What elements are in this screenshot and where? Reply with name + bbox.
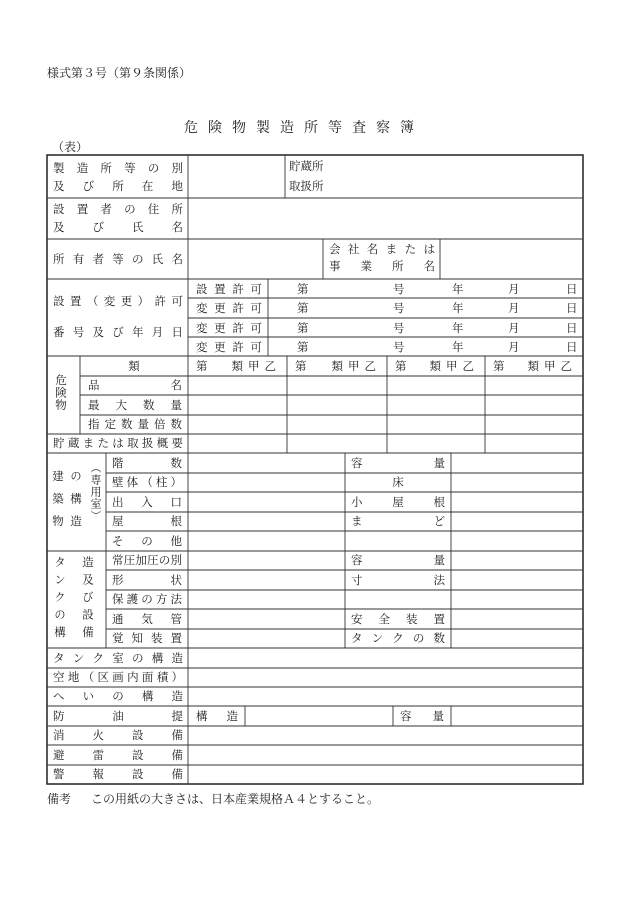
hazmat-class-prefix: 第: [493, 359, 505, 373]
dike-capacity-label: 容 量: [400, 709, 444, 723]
permit-year-label: 年: [452, 340, 464, 354]
permit-day-label: 日: [566, 301, 578, 315]
tank-item-label: 常 圧 加 圧 の 別: [112, 553, 182, 567]
installer-label-2: 及 び 氏 名: [53, 220, 183, 234]
wall-label: へ い の 構 造: [53, 689, 183, 703]
tank-item-label: 通 気 管: [112, 612, 182, 626]
hazmat-group-label: 危険物: [54, 374, 68, 412]
facility-type-label-1: 製 造 所 等 の 別: [53, 161, 183, 175]
permit-year-label: 年: [452, 321, 464, 335]
permit-number-suffix: 号: [393, 301, 405, 315]
permit-number-suffix: 号: [393, 321, 405, 335]
building-right-label: 床: [392, 475, 404, 489]
permit-day-label: 日: [566, 282, 578, 296]
footer-remark: [47, 792, 379, 806]
tank-right-label: タ ン ク の 数: [351, 631, 445, 645]
storage-overview-label: 貯 蔵 ま た は 取 扱 概 要: [53, 436, 183, 450]
hazmat-type-label: 類: [128, 359, 140, 373]
permit-month-label: 月: [508, 301, 520, 315]
building-item-label: 屋 根: [112, 514, 182, 528]
hazmat-mult-label: 指 定 数 量 倍 数: [88, 417, 182, 431]
permit-number-prefix: 第: [297, 301, 309, 315]
hazmat-class-header: [196, 360, 281, 373]
hazmat-name-label: 品 名: [88, 378, 182, 392]
building-item-label: そ の 他: [112, 534, 182, 548]
hazmat-class-suffix: 類甲乙: [527, 359, 577, 373]
building-right-label: 容 量: [351, 456, 445, 470]
permit-number-prefix: 第: [297, 282, 309, 296]
tank-right-label: 容 量: [351, 553, 445, 567]
tank-item-label: 覚 知 装 置: [112, 631, 182, 645]
handling-label: 取扱所: [289, 179, 324, 193]
footer-label: 備考: [47, 792, 72, 806]
permit-label-1: 設 置 （ 変 更 ） 許 可: [53, 294, 183, 308]
building-item-label: 階 数: [112, 456, 182, 470]
document-title: 危険物製造所等査察簿: [184, 120, 424, 136]
permit-number-prefix: 第: [297, 321, 309, 335]
alarm-label: 警 報 設 備: [53, 767, 183, 781]
company-label-1: 会 社 名 ま た は: [329, 242, 435, 256]
building-item-label: 壁 体 （ 柱 ）: [112, 475, 182, 489]
dike-structure-label: 構 造: [196, 709, 238, 723]
building-group-text-b: の構造: [69, 470, 83, 538]
storage-label: 貯蔵所: [289, 159, 324, 173]
facility-type-label-2: 及 び 所 在 地: [53, 179, 183, 193]
tank-group-text-b: 造及び設備: [81, 556, 95, 644]
permit-year-label: 年: [452, 301, 464, 315]
permit-number-prefix: 第: [297, 340, 309, 354]
tank-group-col-1: [50, 556, 70, 644]
building-group-col-1: [49, 470, 67, 538]
hazmat-class-header: [493, 360, 577, 373]
permit-month-label: 月: [508, 340, 520, 354]
hazmat-class-header: [295, 360, 381, 373]
building-group-col-2: [67, 470, 85, 538]
form-number: 様式第３号（第９条関係）: [47, 66, 192, 80]
tank-item-label: 保 護 の 方 法: [112, 592, 182, 606]
hazmat-max-label: 最 大 数 量: [88, 398, 182, 412]
open-space-label: 空 地 （ 区 画 内 面 積 ）: [53, 670, 183, 684]
building-right-label: 小 屋 根: [351, 495, 445, 509]
building-item-label: 出 入 口: [112, 495, 182, 509]
dike-label: 防 油 提: [53, 709, 183, 723]
building-group-text-a: 建築物: [51, 470, 65, 538]
hazmat-class-prefix: 第: [196, 359, 208, 373]
hazmat-class-suffix: 類甲乙: [231, 359, 281, 373]
tank-item-label: 形 状: [112, 573, 182, 587]
footer-text: この用紙の大きさは、日本産業規格Ａ４とすること。: [91, 792, 380, 806]
hazmat-class-suffix: 類甲乙: [331, 359, 381, 373]
tank-group-col-2: [78, 556, 98, 644]
building-right-label: ま ど: [351, 514, 445, 528]
building-group-text-c: （専用室）: [89, 462, 102, 522]
permit-day-label: 日: [566, 340, 578, 354]
tank-right-label: 寸 法: [351, 573, 445, 587]
building-group-col-3: [86, 462, 104, 522]
hazmat-class-suffix: 類甲乙: [429, 359, 479, 373]
tank-group-text-a: タンクの構: [53, 556, 67, 644]
tank-room-label: タ ン ク 室 の 構 造: [53, 651, 183, 665]
permit-type-label: 設 置 許 可: [196, 282, 262, 296]
permit-type-label: 変 更 許 可: [196, 321, 262, 335]
permit-month-label: 月: [508, 282, 520, 296]
owner-label: 所 有 者 等 の 氏 名: [53, 252, 183, 266]
installer-label-1: 設 置 者 の 住 所: [53, 202, 183, 216]
side-label: （表）: [52, 140, 89, 154]
lightning-label: 避 雷 設 備: [53, 748, 183, 762]
company-label-2: 事 業 所 名: [329, 259, 435, 273]
hazmat-class-prefix: 第: [395, 359, 407, 373]
permit-label-2: 番 号 及 び 年 月 日: [53, 325, 183, 339]
permit-type-label: 変 更 許 可: [196, 301, 262, 315]
permit-day-label: 日: [566, 321, 578, 335]
hazmat-class-prefix: 第: [295, 359, 307, 373]
permit-type-label: 変 更 許 可: [196, 340, 262, 354]
permit-month-label: 月: [508, 321, 520, 335]
permit-number-suffix: 号: [393, 282, 405, 296]
tank-right-label: 安 全 装 置: [351, 612, 445, 626]
permit-number-suffix: 号: [393, 340, 405, 354]
hazmat-class-header: [395, 360, 479, 373]
permit-year-label: 年: [452, 282, 464, 296]
extinguish-label: 消 火 設 備: [53, 728, 183, 742]
